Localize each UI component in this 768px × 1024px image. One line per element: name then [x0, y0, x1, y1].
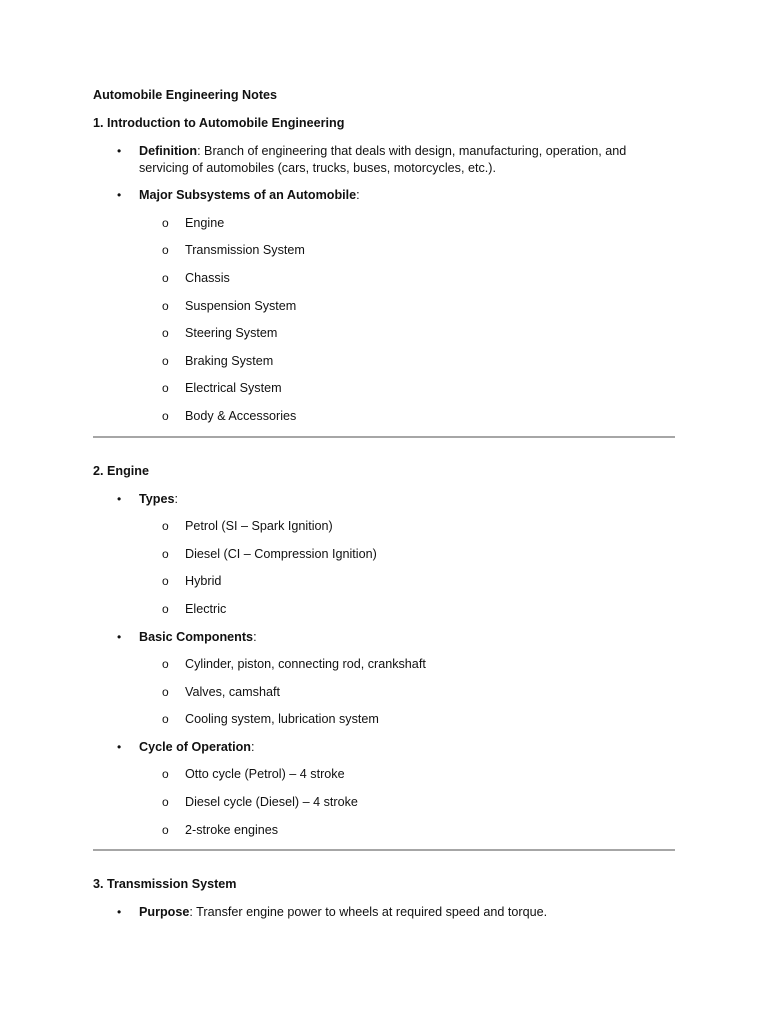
sub-item-text: Chassis [185, 271, 230, 285]
sub-bullet-icon: o [162, 519, 169, 533]
sub-item-text: Transmission System [185, 243, 305, 257]
sub-item-text: Petrol (SI – Spark Ignition) [185, 519, 333, 533]
list-item [117, 905, 548, 919]
sub-item-text: Suspension System [185, 299, 297, 313]
item-text: : Transfer engine power to wheels at required speed and torque. [189, 905, 548, 919]
sub-item-text: Body & Accessories [185, 409, 297, 423]
sub-list-item [162, 326, 278, 340]
sub-item-text: Hybrid [185, 574, 222, 588]
bullet-icon: • [117, 188, 122, 202]
section-heading: 3. Transmission System [93, 877, 237, 891]
list-item [117, 630, 257, 644]
sub-list-item [162, 602, 227, 616]
sub-item-text: Valves, camshaft [185, 685, 280, 699]
list-item [117, 492, 178, 506]
sub-item-text: Cooling system, lubrication system [185, 712, 379, 726]
sub-bullet-icon: o [162, 216, 169, 230]
bullet-icon: • [117, 905, 122, 919]
sub-list-item [162, 409, 297, 423]
sub-bullet-icon: o [162, 685, 169, 699]
item-text: : [174, 492, 178, 506]
sub-list-item [162, 271, 230, 285]
item-text: : [253, 630, 257, 644]
sub-list-item [162, 712, 379, 726]
bullet-icon: • [117, 144, 122, 158]
sub-item-text: 2-stroke engines [185, 823, 279, 837]
sub-bullet-icon: o [162, 271, 169, 285]
list-item [117, 188, 360, 202]
sub-list-item [162, 547, 377, 561]
item-label: Basic Components [139, 630, 254, 644]
item-label: Major Subsystems of an Automobile [139, 188, 357, 202]
item-text: : [356, 188, 360, 202]
sub-list-item [162, 767, 345, 781]
sub-bullet-icon: o [162, 326, 169, 340]
horizontal-rule [93, 849, 675, 851]
bullet-icon: • [117, 740, 122, 754]
sub-item-text: Diesel cycle (Diesel) – 4 stroke [185, 795, 358, 809]
sub-bullet-icon: o [162, 354, 169, 368]
document-title: Automobile Engineering Notes [93, 88, 278, 102]
item-label: Definition [139, 144, 198, 158]
sub-item-text: Electric [185, 602, 227, 616]
sub-bullet-icon: o [162, 767, 169, 781]
sub-bullet-icon: o [162, 299, 169, 313]
item-label: Purpose [139, 905, 190, 919]
sub-list-item [162, 823, 279, 837]
sub-item-text: Cylinder, piston, connecting rod, crankshaft [185, 657, 426, 671]
sub-list-item [162, 685, 280, 699]
sub-bullet-icon: o [162, 381, 169, 395]
sub-bullet-icon: o [162, 602, 169, 616]
section-heading: 2. Engine [93, 464, 149, 478]
item-label: Cycle of Operation [139, 740, 251, 754]
sub-item-text: Otto cycle (Petrol) – 4 stroke [185, 767, 345, 781]
sub-list-item [162, 519, 333, 533]
sub-list-item [162, 354, 274, 368]
sub-list-item [162, 795, 358, 809]
sub-bullet-icon: o [162, 657, 169, 671]
bullet-icon: • [117, 630, 122, 644]
item-text: : [250, 740, 255, 754]
sub-list-item [162, 381, 282, 395]
sub-item-text: Steering System [185, 326, 278, 340]
sub-bullet-icon: o [162, 795, 169, 809]
section-heading: 1. Introduction to Automobile Engineering [93, 116, 345, 130]
sub-bullet-icon: o [162, 547, 169, 561]
sub-list-item [162, 574, 222, 588]
sub-bullet-icon: o [162, 243, 169, 257]
sub-list-item [162, 216, 225, 230]
item-text: : Branch of engineering that deals with design, manufacturing, operation, and servicing of automobiles (cars, trucks, buses, motorcycles, etc.). [139, 144, 627, 175]
item-label: Types [139, 492, 175, 506]
sub-bullet-icon: o [162, 823, 169, 837]
sub-bullet-icon: o [162, 712, 169, 726]
sub-bullet-icon: o [162, 574, 169, 588]
bullet-icon: • [117, 492, 122, 506]
sub-item-text: Braking System [185, 354, 274, 368]
horizontal-rule [93, 436, 675, 438]
sub-list-item [162, 657, 426, 671]
list-item [117, 143, 659, 177]
list-item [117, 740, 255, 754]
sub-bullet-icon: o [162, 409, 169, 423]
sub-list-item [162, 243, 305, 257]
sub-item-text: Diesel (CI – Compression Ignition) [185, 547, 377, 561]
sub-item-text: Engine [185, 216, 225, 230]
sub-list-item [162, 299, 297, 313]
sub-item-text: Electrical System [185, 381, 282, 395]
